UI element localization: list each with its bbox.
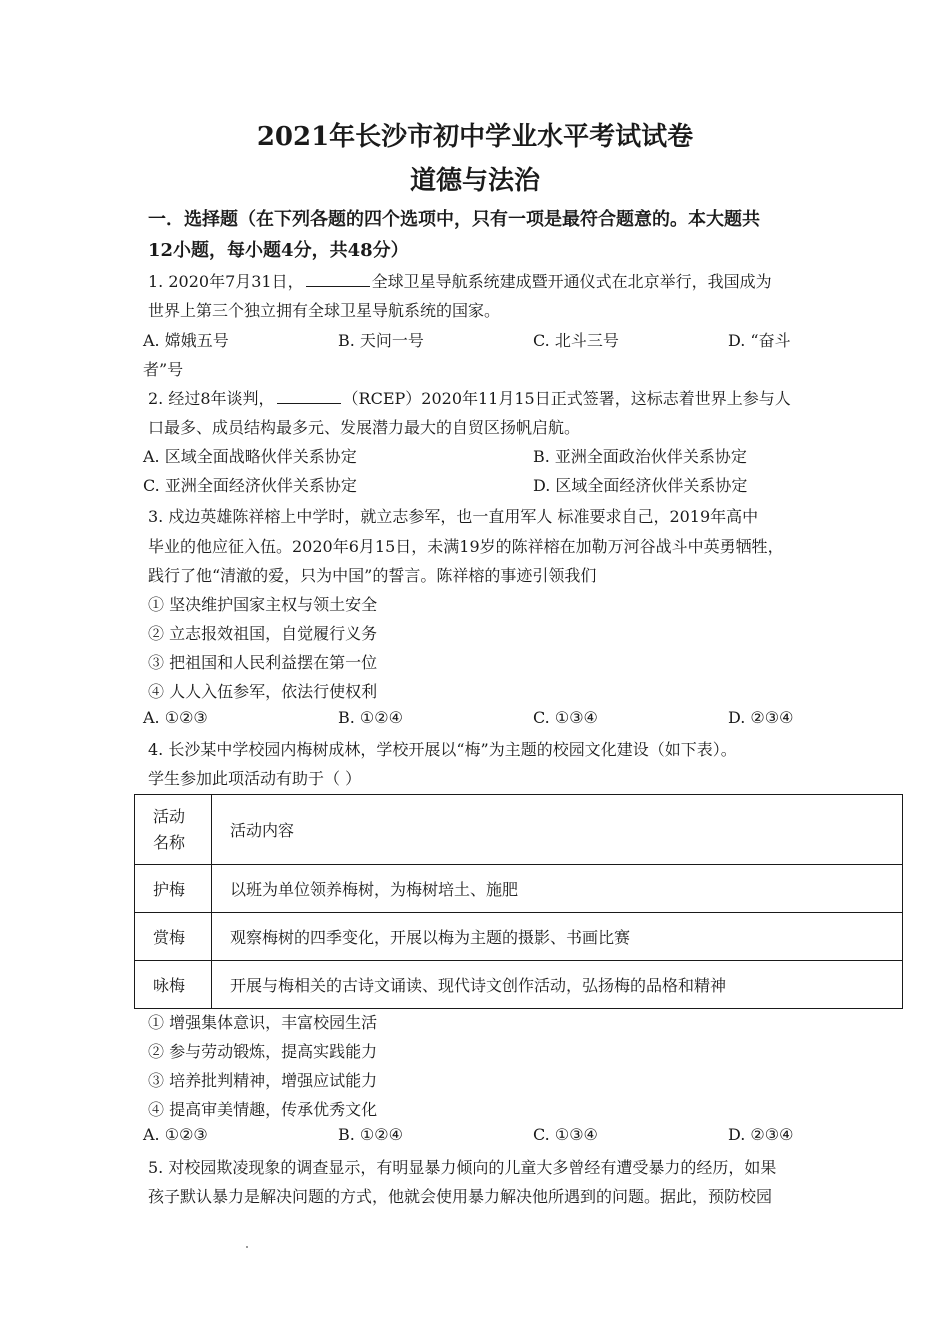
table-header-content: 活动内容 — [212, 795, 903, 865]
q3-stem-line3: 践行了他“清澈的爱，只为中国”的誓言。陈祥榕的事迹引领我们 — [148, 566, 597, 585]
q1-stem-pre: 1. 2020年7月31日， — [148, 272, 304, 291]
table-cell-content: 观察梅树的四季变化，开展以梅为主题的摄影、书画比赛 — [212, 913, 903, 961]
scan-speck — [246, 1246, 248, 1248]
q2-blank — [277, 389, 341, 404]
q1-stem-post: 全球卫星导航系统建成暨开通仪式在北京举行，我国成为 — [371, 272, 772, 291]
q3-option-c: C. ①③④ — [533, 708, 598, 727]
q4-stem-line1: 4. 长沙某中学校园内梅树成林，学校开展以“梅”为主题的校园文化建设（如下表）。 — [148, 740, 737, 759]
q4-option-b: B. ①②④ — [338, 1125, 403, 1144]
table-cell-content: 开展与梅相关的古诗文诵读、现代诗文创作活动，弘扬梅的品格和精神 — [212, 961, 903, 1009]
q3-option-b: B. ①②④ — [338, 708, 403, 727]
q1-stem-line1 — [148, 269, 772, 292]
q2-stem-pre: 2. 经过8年谈判， — [148, 389, 275, 408]
activity-table — [134, 794, 903, 1009]
table-header-name-line2: 名称 — [153, 832, 186, 852]
q3-statement-4: ④ 人人入伍参军，依法行使权利 — [148, 682, 378, 701]
q1-option-d-cont: 者”号 — [143, 360, 184, 379]
q2-option-a: A. 区域全面战略伙伴关系协定 — [143, 447, 357, 466]
q1-stem-line2: 世界上第三个独立拥有全球卫星导航系统的国家。 — [148, 301, 501, 320]
q3-stem-line2: 毕业的他应征入伍。2020年6月15日，未满19岁的陈祥榕在加勒万河谷战斗中英勇牺牲， — [148, 537, 784, 556]
table-cell-name: 咏梅 — [135, 961, 212, 1009]
q4-option-a: A. ①②③ — [143, 1125, 208, 1144]
table-row — [135, 961, 903, 1009]
q2-option-b: B. 亚洲全面政治伙伴关系协定 — [533, 447, 747, 466]
q4-statement-4: ④ 提高审美情趣，传承优秀文化 — [148, 1100, 378, 1119]
table-row — [135, 865, 903, 913]
q4-option-c: C. ①③④ — [533, 1125, 598, 1144]
q1-option-d: D. “奋斗 — [728, 331, 791, 350]
q3-statement-1: ① 坚决维护国家主权与领土安全 — [148, 595, 378, 614]
q5-stem-line2: 孩子默认暴力是解决问题的方式，他就会使用暴力解决他所遇到的问题。据此，预防校园 — [148, 1187, 773, 1206]
table-row — [135, 913, 903, 961]
q3-option-a: A. ①②③ — [143, 708, 208, 727]
table-header-name-line1: 活动 — [153, 806, 186, 826]
table-header-row — [135, 795, 903, 865]
page-title: 2021年长沙市初中学业水平考试试卷 — [256, 122, 694, 152]
q3-option-d: D. ②③④ — [728, 708, 794, 727]
table-cell-content: 以班为单位领养梅树，为梅树培土、施肥 — [212, 865, 903, 913]
q4-statement-3: ③ 培养批判精神，增强应试能力 — [148, 1071, 378, 1090]
q4-option-d: D. ②③④ — [728, 1125, 794, 1144]
section-heading-line2: 12小题，每小题4分，共48分） — [148, 240, 409, 261]
q4-stem-line2: 学生参加此项活动有助于（ ） — [148, 769, 362, 788]
q4-statement-1: ① 增强集体意识，丰富校园生活 — [148, 1013, 378, 1032]
q3-statement-3: ③ 把祖国和人民利益摆在第一位 — [148, 653, 378, 672]
q3-stem-line1: 3. 戍边英雄陈祥榕上中学时，就立志参军，也一直用军人 标准要求自己，2019年高中 — [148, 507, 759, 526]
q2-option-d: D. 区域全面经济伙伴关系协定 — [533, 476, 748, 495]
q2-option-c: C. 亚洲全面经济伙伴关系协定 — [143, 476, 357, 495]
q2-stem-line2: 口最多、成员结构最多元、发展潜力最大的自贸区扬帆启航。 — [148, 418, 581, 437]
table-header-name — [135, 795, 212, 865]
q3-statement-2: ② 立志报效祖国，自觉履行义务 — [148, 624, 378, 643]
q1-option-b: B. 天问一号 — [338, 331, 424, 350]
table-cell-name: 赏梅 — [135, 913, 212, 961]
q2-stem-line1 — [148, 386, 791, 409]
q5-stem-line1: 5. 对校园欺凌现象的调查显示，有明显暴力倾向的儿童大多曾经有遭受暴力的经历，如果 — [148, 1158, 777, 1177]
q1-option-c: C. 北斗三号 — [533, 331, 619, 350]
table-cell-name: 护梅 — [135, 865, 212, 913]
q2-stem-post: （RCEP）2020年11月15日正式签署，这标志着世界上参与人 — [342, 389, 791, 408]
q4-statement-2: ② 参与劳动锻炼，提高实践能力 — [148, 1042, 378, 1061]
q1-blank — [306, 272, 370, 287]
q1-option-a: A. 嫦娥五号 — [143, 331, 229, 350]
page-subtitle: 道德与法治 — [409, 166, 540, 196]
section-heading-line1: 一．选择题（在下列各题的四个选项中，只有一项是最符合题意的。本大题共 — [148, 209, 760, 230]
